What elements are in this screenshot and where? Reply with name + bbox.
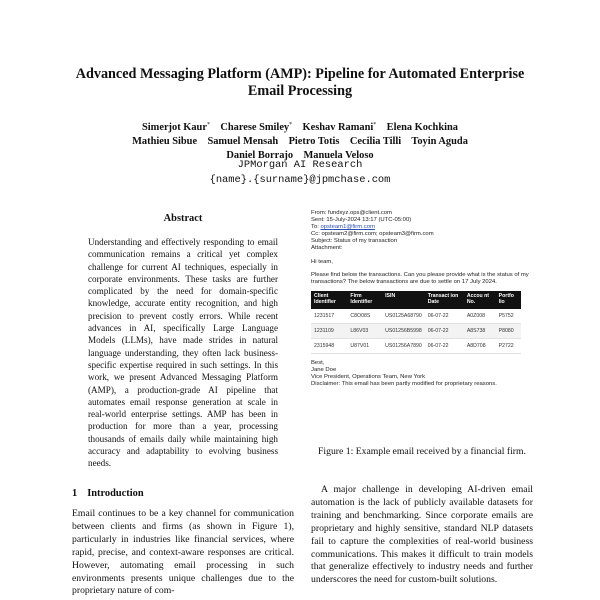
table-header-row bbox=[311, 291, 521, 309]
table-cell: 06-07-22 bbox=[425, 323, 464, 338]
title-line-1: Advanced Messaging Platform (AMP): Pipeline for Automated Enterprise bbox=[75, 66, 525, 82]
table-cell: 06-07-22 bbox=[425, 309, 464, 324]
table-cell: 1231517 bbox=[311, 309, 347, 324]
author-list bbox=[40, 118, 560, 164]
table-cell: US01256A7890 bbox=[382, 338, 425, 353]
author: Simerjot Kaur bbox=[142, 122, 207, 133]
equal-contribution-mark: * bbox=[373, 122, 377, 128]
email-figure bbox=[311, 210, 533, 388]
equal-contribution-mark: * bbox=[206, 122, 210, 128]
table-cell: 2315948 bbox=[311, 338, 347, 353]
email-subject: Subject: Status of my transaction bbox=[311, 238, 398, 245]
email-body: Please find below the transactions. Can you please provide what is the status of my transactions? The below transactions are due to settle on 17 July 2024. bbox=[311, 271, 529, 285]
author: Manuela Veloso bbox=[303, 150, 374, 162]
abstract-text: Understanding and effectively responding to email communication remains a critical yet complex challenge for current AI techniques, especially in corporate environments. These tasks are further complicated by the need for domain-specific knowledge, accurate entity recognition, and high precision to prevent costly errors. While recent advances in AI, specifically Large Language Models (LLMs), have made strides in natural language understanding, they often lack business-specific expertise required in such settings. In this work, we present Advanced Messaging Platform (AMP), a production-grade AI pipeline that automates email response generation at scale in real-world enterprise settings. AMP has been in production for more than a year, processing thousands of emails daily while maintaining high accuracy and adaptability to evolving business needs. bbox=[88, 237, 278, 469]
title-line-2: Email Processing bbox=[247, 83, 353, 99]
affiliation-block bbox=[40, 158, 560, 187]
figure-caption: Figure 1: Example email received by a financial firm. bbox=[318, 446, 526, 457]
author: Pietro Totis bbox=[288, 136, 340, 148]
author: Keshav Ramani bbox=[302, 122, 374, 133]
table-cell: 1231109 bbox=[311, 323, 347, 338]
column-header: Firm Identifier bbox=[347, 291, 382, 309]
author: Elena Kochkina bbox=[386, 122, 458, 133]
email-disclaimer: Disclaimer: This email has been partly modified for proprietary reasons. bbox=[311, 381, 497, 388]
affiliation: JPMorgan AI Research bbox=[237, 159, 363, 171]
section-heading bbox=[72, 488, 144, 499]
table-cell: U87V01 bbox=[347, 338, 382, 353]
table-cell: A0Z008 bbox=[464, 309, 496, 324]
email-closing: Best, bbox=[311, 359, 325, 366]
transactions-table bbox=[311, 291, 521, 354]
column-header: Accou nt No. bbox=[464, 291, 496, 309]
table-cell: 06-07-22 bbox=[425, 338, 464, 353]
section-title: Introduction bbox=[87, 488, 144, 499]
table-cell: P2722 bbox=[496, 338, 521, 353]
email-greeting: Hi team, bbox=[311, 258, 333, 265]
table-row bbox=[311, 323, 521, 338]
paper-title bbox=[40, 66, 560, 100]
second-column-paragraph bbox=[311, 484, 533, 587]
equal-contribution-mark: * bbox=[289, 122, 293, 128]
contact-email: {name}.{surname}@jpmchase.com bbox=[209, 173, 391, 186]
email-to-label: To: bbox=[311, 224, 319, 231]
table-cell: US0125A68790 bbox=[382, 309, 425, 324]
table-cell: A8S738 bbox=[464, 323, 496, 338]
email-header bbox=[311, 210, 533, 253]
authors-line-1 bbox=[40, 118, 560, 135]
email-to-address: opsteam1@firm.com bbox=[320, 224, 375, 231]
author: Cecilia Tilli bbox=[349, 136, 402, 148]
table-row bbox=[311, 338, 521, 353]
intro-paragraph: Email continues to be a key channel for communication between clients and firms (as shown in Figure 1), particularly in industries like financial services, where rapid, precise, and context-aware responses are critical. However, automating email processing in such environments presents unique challenges due to the proprietary nature of com- bbox=[72, 508, 294, 597]
email-attachment: Attachment: bbox=[311, 245, 343, 252]
section-number: 1 bbox=[72, 488, 78, 499]
column-header: ISIN bbox=[382, 291, 425, 309]
email-cc: Cc: opsteam2@firm.com; opsteam3@firm.com bbox=[311, 231, 434, 238]
column-header: Portfo lio bbox=[496, 291, 521, 309]
column-header: Client Identifier bbox=[311, 291, 347, 309]
table-cell: L86V03 bbox=[347, 323, 382, 338]
abstract-heading: Abstract bbox=[163, 213, 203, 224]
author: Daniel Borrajo bbox=[226, 150, 294, 162]
author: Toyin Aguda bbox=[411, 136, 468, 148]
email-sent: Sent: 15-July-2024 13:17 (UTC-05:00) bbox=[311, 217, 412, 224]
table-cell: C8O08S bbox=[347, 309, 382, 324]
email-signature-name: Jane Doe bbox=[311, 366, 337, 373]
paragraph-text: A major challenge in developing AI-driven email automation is the lack of publicly available datasets for training and benchmarking. Since corporate emails are proprietary and highly sensitive, standard NLP datasets fail to capture the complexities of real-world business communications. This makes it difficult to train models that generalize effectively to industry needs and further underscores the need for custom-built solutions. bbox=[311, 484, 533, 586]
table-cell: US01256B5998 bbox=[382, 323, 425, 338]
author: Charese Smiley bbox=[220, 122, 290, 133]
authors-line-2 bbox=[40, 135, 560, 149]
author: Samuel Mensah bbox=[207, 136, 279, 148]
column-header: Transact ion Date bbox=[425, 291, 464, 309]
table-row bbox=[311, 309, 521, 324]
table-cell: P5752 bbox=[496, 309, 521, 324]
author: Mathieu Sibue bbox=[132, 136, 198, 148]
email-from: From: fundxyz.ops@client.com bbox=[311, 210, 392, 216]
email-signature-title: Vice President, Operations Team, New York bbox=[311, 374, 426, 381]
table-cell: P8080 bbox=[496, 323, 521, 338]
email-to bbox=[311, 224, 533, 231]
table-cell: A8D708 bbox=[464, 338, 496, 353]
